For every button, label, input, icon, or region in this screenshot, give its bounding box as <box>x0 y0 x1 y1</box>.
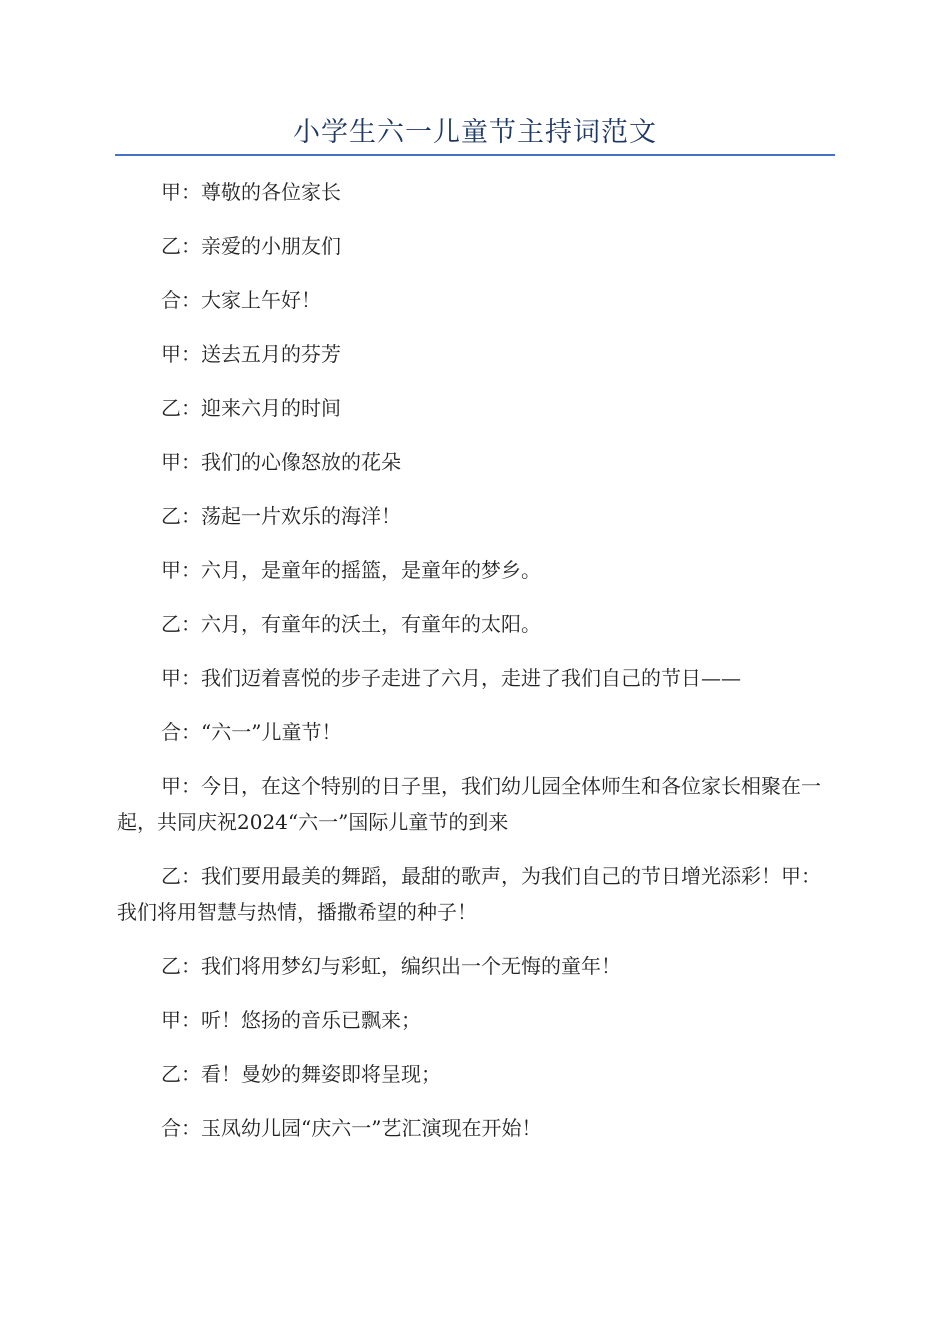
paragraph: 甲：尊敬的各位家长 <box>161 180 341 204</box>
paragraph: 合：大家上午好！ <box>161 288 321 312</box>
paragraph: 乙：我们将用梦幻与彩虹，编织出一个无悔的童年！ <box>161 954 621 978</box>
paragraph: 甲：送去五月的芬芳 <box>161 342 341 366</box>
paragraph: 甲：听！悠扬的音乐已飘来； <box>161 1008 421 1032</box>
title-underline <box>115 154 835 156</box>
document-title: 小学生六一儿童节主持词范文 <box>293 117 657 148</box>
paragraph: 合：“六一”儿童节！ <box>161 720 342 744</box>
paragraph: 甲：我们迈着喜悦的步子走进了六月，走进了我们自己的节日—— <box>161 666 741 690</box>
paragraph: 甲：六月，是童年的摇篮，是童年的梦乡。 <box>161 558 541 582</box>
paragraph: 乙：荡起一片欢乐的海洋！ <box>161 504 401 528</box>
paragraph: 乙：六月，有童年的沃土，有童年的太阳。 <box>161 612 541 636</box>
paragraph: 乙：迎来六月的时间 <box>161 396 341 420</box>
paragraph: 甲：今日，在这个特别的日子里，我们幼儿园全体师生和各位家长相聚在一起，共同庆祝2024“六一”国际儿童节的到来 <box>117 774 821 834</box>
paragraph: 乙：亲爱的小朋友们 <box>161 234 341 258</box>
paragraph: 甲：我们的心像怒放的花朵 <box>161 450 401 474</box>
paragraph: 乙：我们要用最美的舞蹈，最甜的歌声，为我们自己的节日增光添彩！甲：我们将用智慧与热情，播撒希望的种子！ <box>117 864 821 924</box>
document-body <box>117 174 837 1164</box>
paragraph: 合：玉凤幼儿园“庆六一”艺汇演现在开始！ <box>161 1116 542 1140</box>
paragraph: 乙：看！曼妙的舞姿即将呈现； <box>161 1062 441 1086</box>
